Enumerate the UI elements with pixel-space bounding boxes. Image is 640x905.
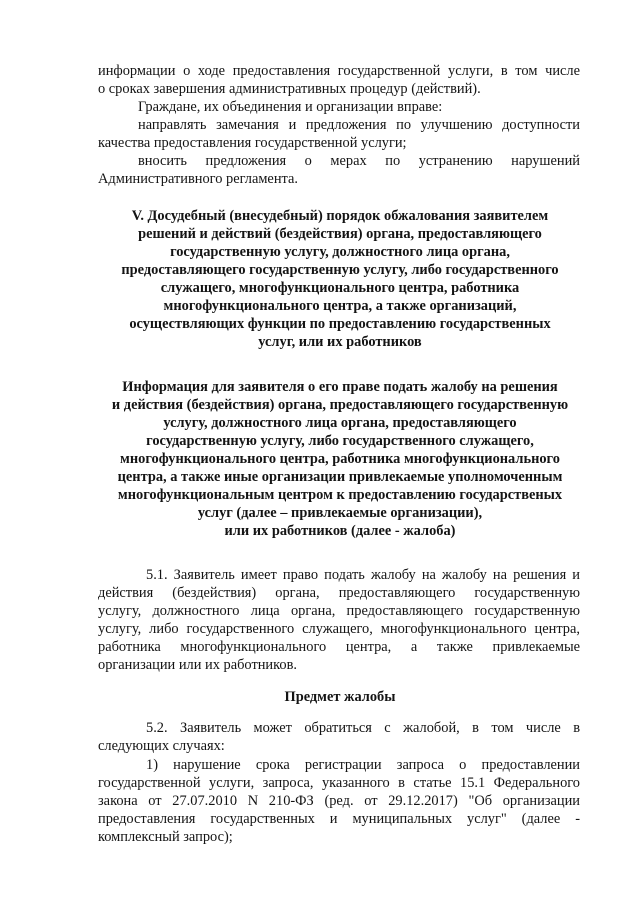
section-v-title-line: решений и действий (бездействия) органа, предоставляющего bbox=[138, 226, 542, 242]
rights-lead: Граждане, их объединения и организации вправе: bbox=[138, 99, 443, 115]
paragraph-line: 5.1. Заявитель имеет право подать жалобу на жалобу на решения и bbox=[146, 567, 580, 583]
paragraph-line: услугу, должностного лица органа, предоставляющего государственную bbox=[98, 603, 580, 619]
right-1-line-2: качества предоставления государственной услуги; bbox=[98, 135, 407, 151]
info-title-line: или их работников (далее - жалоба) bbox=[224, 523, 456, 539]
section-v-title-line: услуг, или их работников bbox=[258, 334, 422, 350]
info-title-line: центра, а также иные организации привлекаемые уполномоченным bbox=[117, 469, 563, 485]
paragraph-line: работника многофункционального центра, а также привлекаемые bbox=[98, 639, 580, 655]
section-v-title-line: многофункционального центра, а также организаций, bbox=[163, 298, 517, 314]
info-title-line: Информация для заявителя о его праве подать жалобу на решения bbox=[122, 379, 558, 395]
list-item-line: закона от 27.07.2010 N 210-ФЗ (ред. от 29.12.2017) "Об организации bbox=[98, 793, 580, 809]
right-1-line-1: направлять замечания и предложения по улучшению доступности bbox=[138, 117, 580, 133]
intro-line-2: о сроках завершения административных процедур (действий). bbox=[98, 81, 481, 97]
paragraph-line: 5.2. Заявитель может обратиться с жалобой, в том числе в bbox=[146, 720, 580, 736]
subject-heading: Предмет жалобы bbox=[284, 689, 396, 705]
section-v-title-line: предоставляющего государственную услугу, либо государственного bbox=[121, 262, 559, 278]
section-v-title-line: V. Досудебный (внесудебный) порядок обжалования заявителем bbox=[131, 208, 549, 224]
section-v-title-line: осуществляющих функции по предоставлению государственных bbox=[129, 316, 551, 332]
paragraph-line: следующих случаях: bbox=[98, 738, 225, 754]
right-2-line-2: Административного регламента. bbox=[98, 171, 298, 187]
intro-line-1: информации о ходе предоставления государственной услуги, в том числе bbox=[98, 63, 580, 79]
list-item-line: комплексный запрос); bbox=[98, 829, 233, 845]
right-2-line-1: вносить предложения о мерах по устранению нарушений bbox=[138, 153, 580, 169]
info-title-line: многофункциональным центром к предоставлению государственых bbox=[117, 487, 563, 503]
info-title-line: услуг (далее – привлекаемые организации), bbox=[197, 505, 483, 521]
info-title-line: услугу, должностного лица органа, предоставляющего bbox=[163, 415, 517, 431]
paragraph-line: услугу, либо государственного служащего, многофункционального центра, bbox=[98, 621, 580, 637]
list-item-line: 1) нарушение срока регистрации запроса о предоставлении bbox=[146, 757, 580, 773]
paragraph-line: действия (бездействия) органа, предоставляющего государственную bbox=[98, 585, 580, 601]
list-item-line: государственной услуги, запроса, указанного в статье 15.1 Федерального bbox=[98, 775, 580, 791]
list-item-line: предоставления государственных и муниципальных услуг" (далее - bbox=[98, 811, 580, 827]
paragraph-line: организации или их работников. bbox=[98, 657, 297, 673]
info-title-line: государственную услугу, либо государственного служащего, bbox=[146, 433, 534, 449]
info-title-line: многофункционального центра, работника многофункционального bbox=[120, 451, 560, 467]
info-title-line: и действия (бездействия) органа, предоставляющего государственную bbox=[111, 397, 569, 413]
section-v-title-line: государственную услугу, должностного лица органа, bbox=[170, 244, 510, 260]
section-v-title-line: служащего, многофункционального центра, работника bbox=[160, 280, 520, 296]
